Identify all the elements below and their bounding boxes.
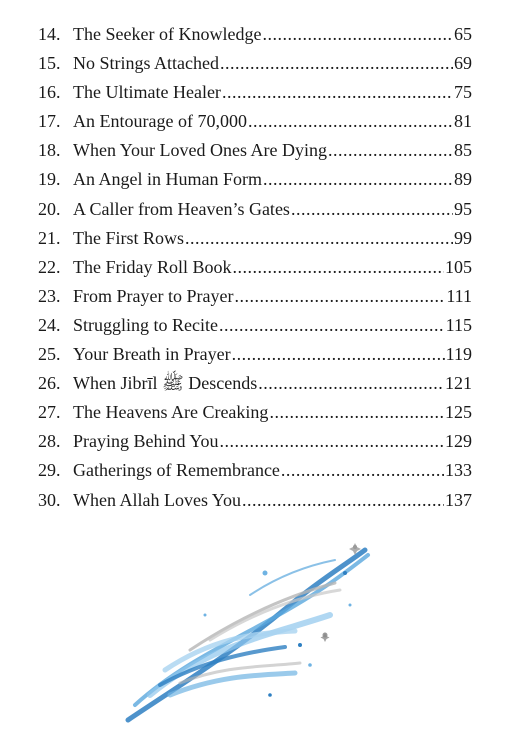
page-number: 129 <box>445 431 472 452</box>
dot-leader <box>234 282 445 311</box>
page-number: 69 <box>454 53 472 74</box>
dot-leader <box>222 78 453 107</box>
dot-leader <box>281 456 444 485</box>
dot-leader <box>269 398 444 427</box>
chapter-title: The First Rows <box>73 227 185 248</box>
page-number: 95 <box>454 198 472 219</box>
page-number: 85 <box>454 140 472 161</box>
chapter-title: The Ultimate Healer <box>73 82 221 103</box>
dot-leader <box>242 486 444 515</box>
dot-leader <box>328 136 453 165</box>
page-number: 89 <box>454 169 472 190</box>
chapter-number: 29. <box>38 460 61 481</box>
page-number: 105 <box>445 256 472 277</box>
chapter-title: Struggling to Recite <box>73 314 218 335</box>
page-number: 133 <box>445 460 472 481</box>
toc-entry <box>38 456 472 485</box>
chapter-title: An Angel in Human Form <box>73 169 262 190</box>
dot-leader <box>291 195 453 224</box>
page-number: 65 <box>454 24 472 44</box>
toc-entry <box>38 224 472 253</box>
chapter-title: An Entourage of 70,000 <box>73 111 247 132</box>
chapter-number: 30. <box>38 489 61 510</box>
dot-leader <box>220 49 453 78</box>
chapter-number: 20. <box>38 198 61 219</box>
chapter-number: 21. <box>38 227 61 248</box>
toc-entry <box>38 340 472 369</box>
page-number: 125 <box>445 402 472 423</box>
toc-entry <box>38 311 472 340</box>
chapter-number: 27. <box>38 402 61 423</box>
toc-entry <box>38 20 472 49</box>
toc-entry <box>38 49 472 78</box>
page-number: 81 <box>454 111 472 132</box>
toc-entry <box>38 253 472 282</box>
toc-entry <box>38 136 472 165</box>
chapter-number: 25. <box>38 344 61 365</box>
dot-leader <box>233 253 445 282</box>
chapter-title: The Seeker of Knowledge <box>73 24 262 44</box>
toc-entry <box>38 107 472 136</box>
toc-entry <box>38 195 472 224</box>
chapter-title: No Strings Attached <box>73 53 219 74</box>
chapter-title: When Allah Loves You <box>73 489 241 510</box>
dot-leader <box>220 427 444 456</box>
dot-leader <box>258 369 444 398</box>
toc-entry <box>38 486 472 515</box>
chapter-title: Praying Behind You <box>73 431 219 452</box>
dot-leader <box>185 224 453 253</box>
toc-entry <box>38 78 472 107</box>
page-number: 99 <box>454 227 472 248</box>
page-number: 115 <box>445 314 472 335</box>
chapter-title: When Jibrīl ﷺ Descends <box>73 373 258 394</box>
dot-leader <box>263 165 453 194</box>
chapter-number: 26. <box>38 373 61 394</box>
chapter-number: 15. <box>38 53 61 74</box>
toc-entry <box>38 369 472 398</box>
table-of-contents <box>38 20 472 515</box>
toc-entry <box>38 427 472 456</box>
chapter-number: 22. <box>38 256 61 277</box>
chapter-number: 23. <box>38 285 61 306</box>
toc-entry <box>38 165 472 194</box>
page-number: 75 <box>454 82 472 103</box>
chapter-title: The Friday Roll Book <box>73 256 232 277</box>
chapter-number: 17. <box>38 111 61 132</box>
dot-leader <box>248 107 453 136</box>
chapter-number: 24. <box>38 314 61 335</box>
chapter-number: 18. <box>38 140 61 161</box>
chapter-number: 16. <box>38 82 61 103</box>
chapter-title: Gatherings of Remembrance <box>73 460 280 481</box>
chapter-title: Your Breath in Prayer <box>73 344 231 365</box>
chapter-title: The Heavens Are Creaking <box>73 402 269 423</box>
chapter-number: 28. <box>38 431 61 452</box>
dot-leader <box>219 311 445 340</box>
page-number: 137 <box>445 489 472 510</box>
chapter-number: 14. <box>38 24 61 44</box>
chapter-title: A Caller from Heaven’s Gates <box>73 198 290 219</box>
dot-leader <box>232 340 445 369</box>
chapter-title: From Prayer to Prayer <box>73 285 234 306</box>
toc-entry <box>38 282 472 311</box>
chapter-number: 19. <box>38 169 61 190</box>
wave-feather-ornament-icon <box>120 535 380 735</box>
page-number: 111 <box>446 285 472 306</box>
page-number: 119 <box>445 344 472 365</box>
dot-leader <box>262 20 453 49</box>
page-number: 121 <box>445 373 472 394</box>
chapter-title: When Your Loved Ones Are Dying <box>73 140 327 161</box>
toc-entry <box>38 398 472 427</box>
